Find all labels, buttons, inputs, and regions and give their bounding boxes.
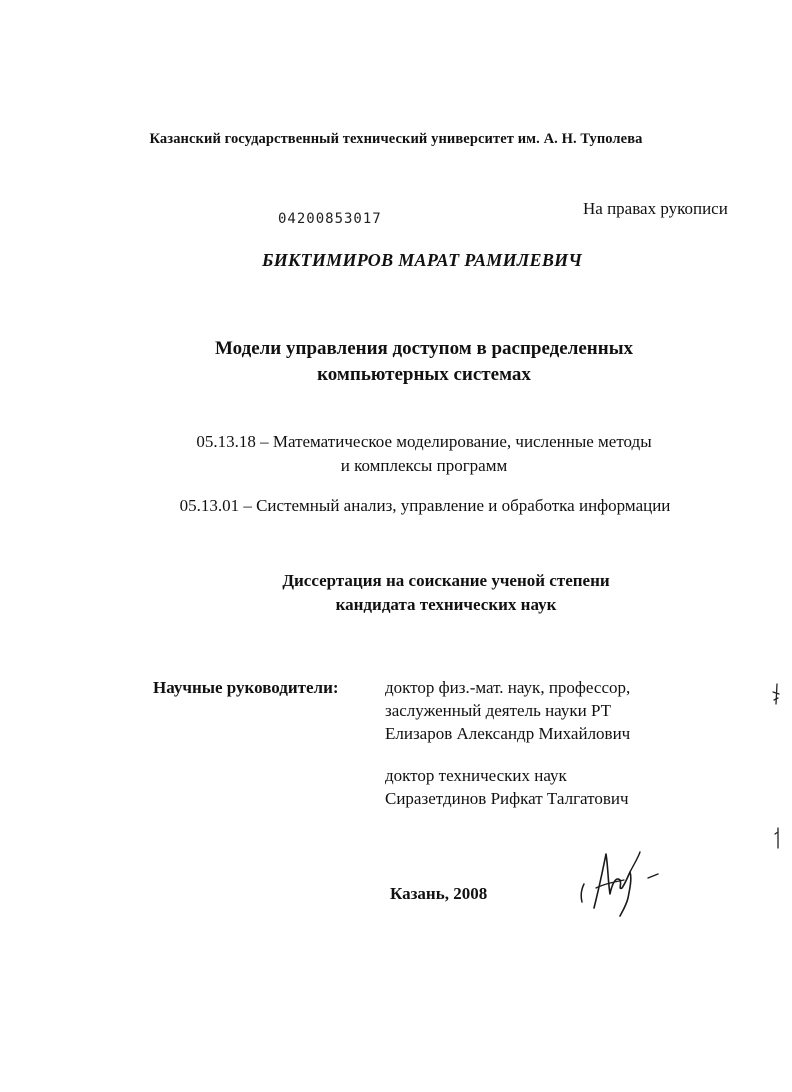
supervisor-1-line-2: заслуженный деятель науки РТ (385, 701, 612, 720)
dissertation-title (174, 336, 674, 388)
city-year: Казань, 2008 (390, 884, 488, 903)
degree-line-1: Диссертация на соискание ученой степени (282, 571, 610, 590)
specialty-1-line-2: и комплексы программ (340, 456, 508, 475)
specialty-2: 05.13.01 – Системный анализ, управление и обработка информации (179, 496, 671, 515)
title-line-2: компьютерных системах (317, 364, 531, 385)
university-name: Казанский государственный технический университет им. А. Н. Туполева (149, 131, 643, 147)
author-name: БИКТИМИРОВ МАРАТ РАМИЛЕВИЧ (262, 250, 583, 270)
specialty-1-line-1: 05.13.18 – Математическое моделирование, численные методы (196, 432, 652, 451)
title-line-1: Модели управления доступом в распределенных (214, 338, 634, 359)
scan-mark-icon (770, 826, 786, 852)
supervisors-label: Научные руководители: (153, 678, 339, 697)
supervisor-1-name: Елизаров Александр Михайлович (385, 724, 631, 743)
degree-statement (196, 569, 696, 617)
serial-number: 04200853017 (278, 211, 382, 227)
supervisor-2-name: Сиразетдинов Рифкат Талгатович (385, 789, 629, 808)
specialty-1 (174, 430, 674, 478)
manuscript-rights-note: На правах рукописи (583, 199, 728, 218)
handwritten-signature (570, 836, 670, 926)
degree-line-2: кандидата технических наук (335, 595, 557, 614)
scan-mark-icon (768, 682, 784, 708)
supervisor-2-line-1: доктор технических наук (385, 766, 567, 785)
supervisor-1-line-1: доктор физ.-мат. наук, профессор, (385, 678, 631, 697)
